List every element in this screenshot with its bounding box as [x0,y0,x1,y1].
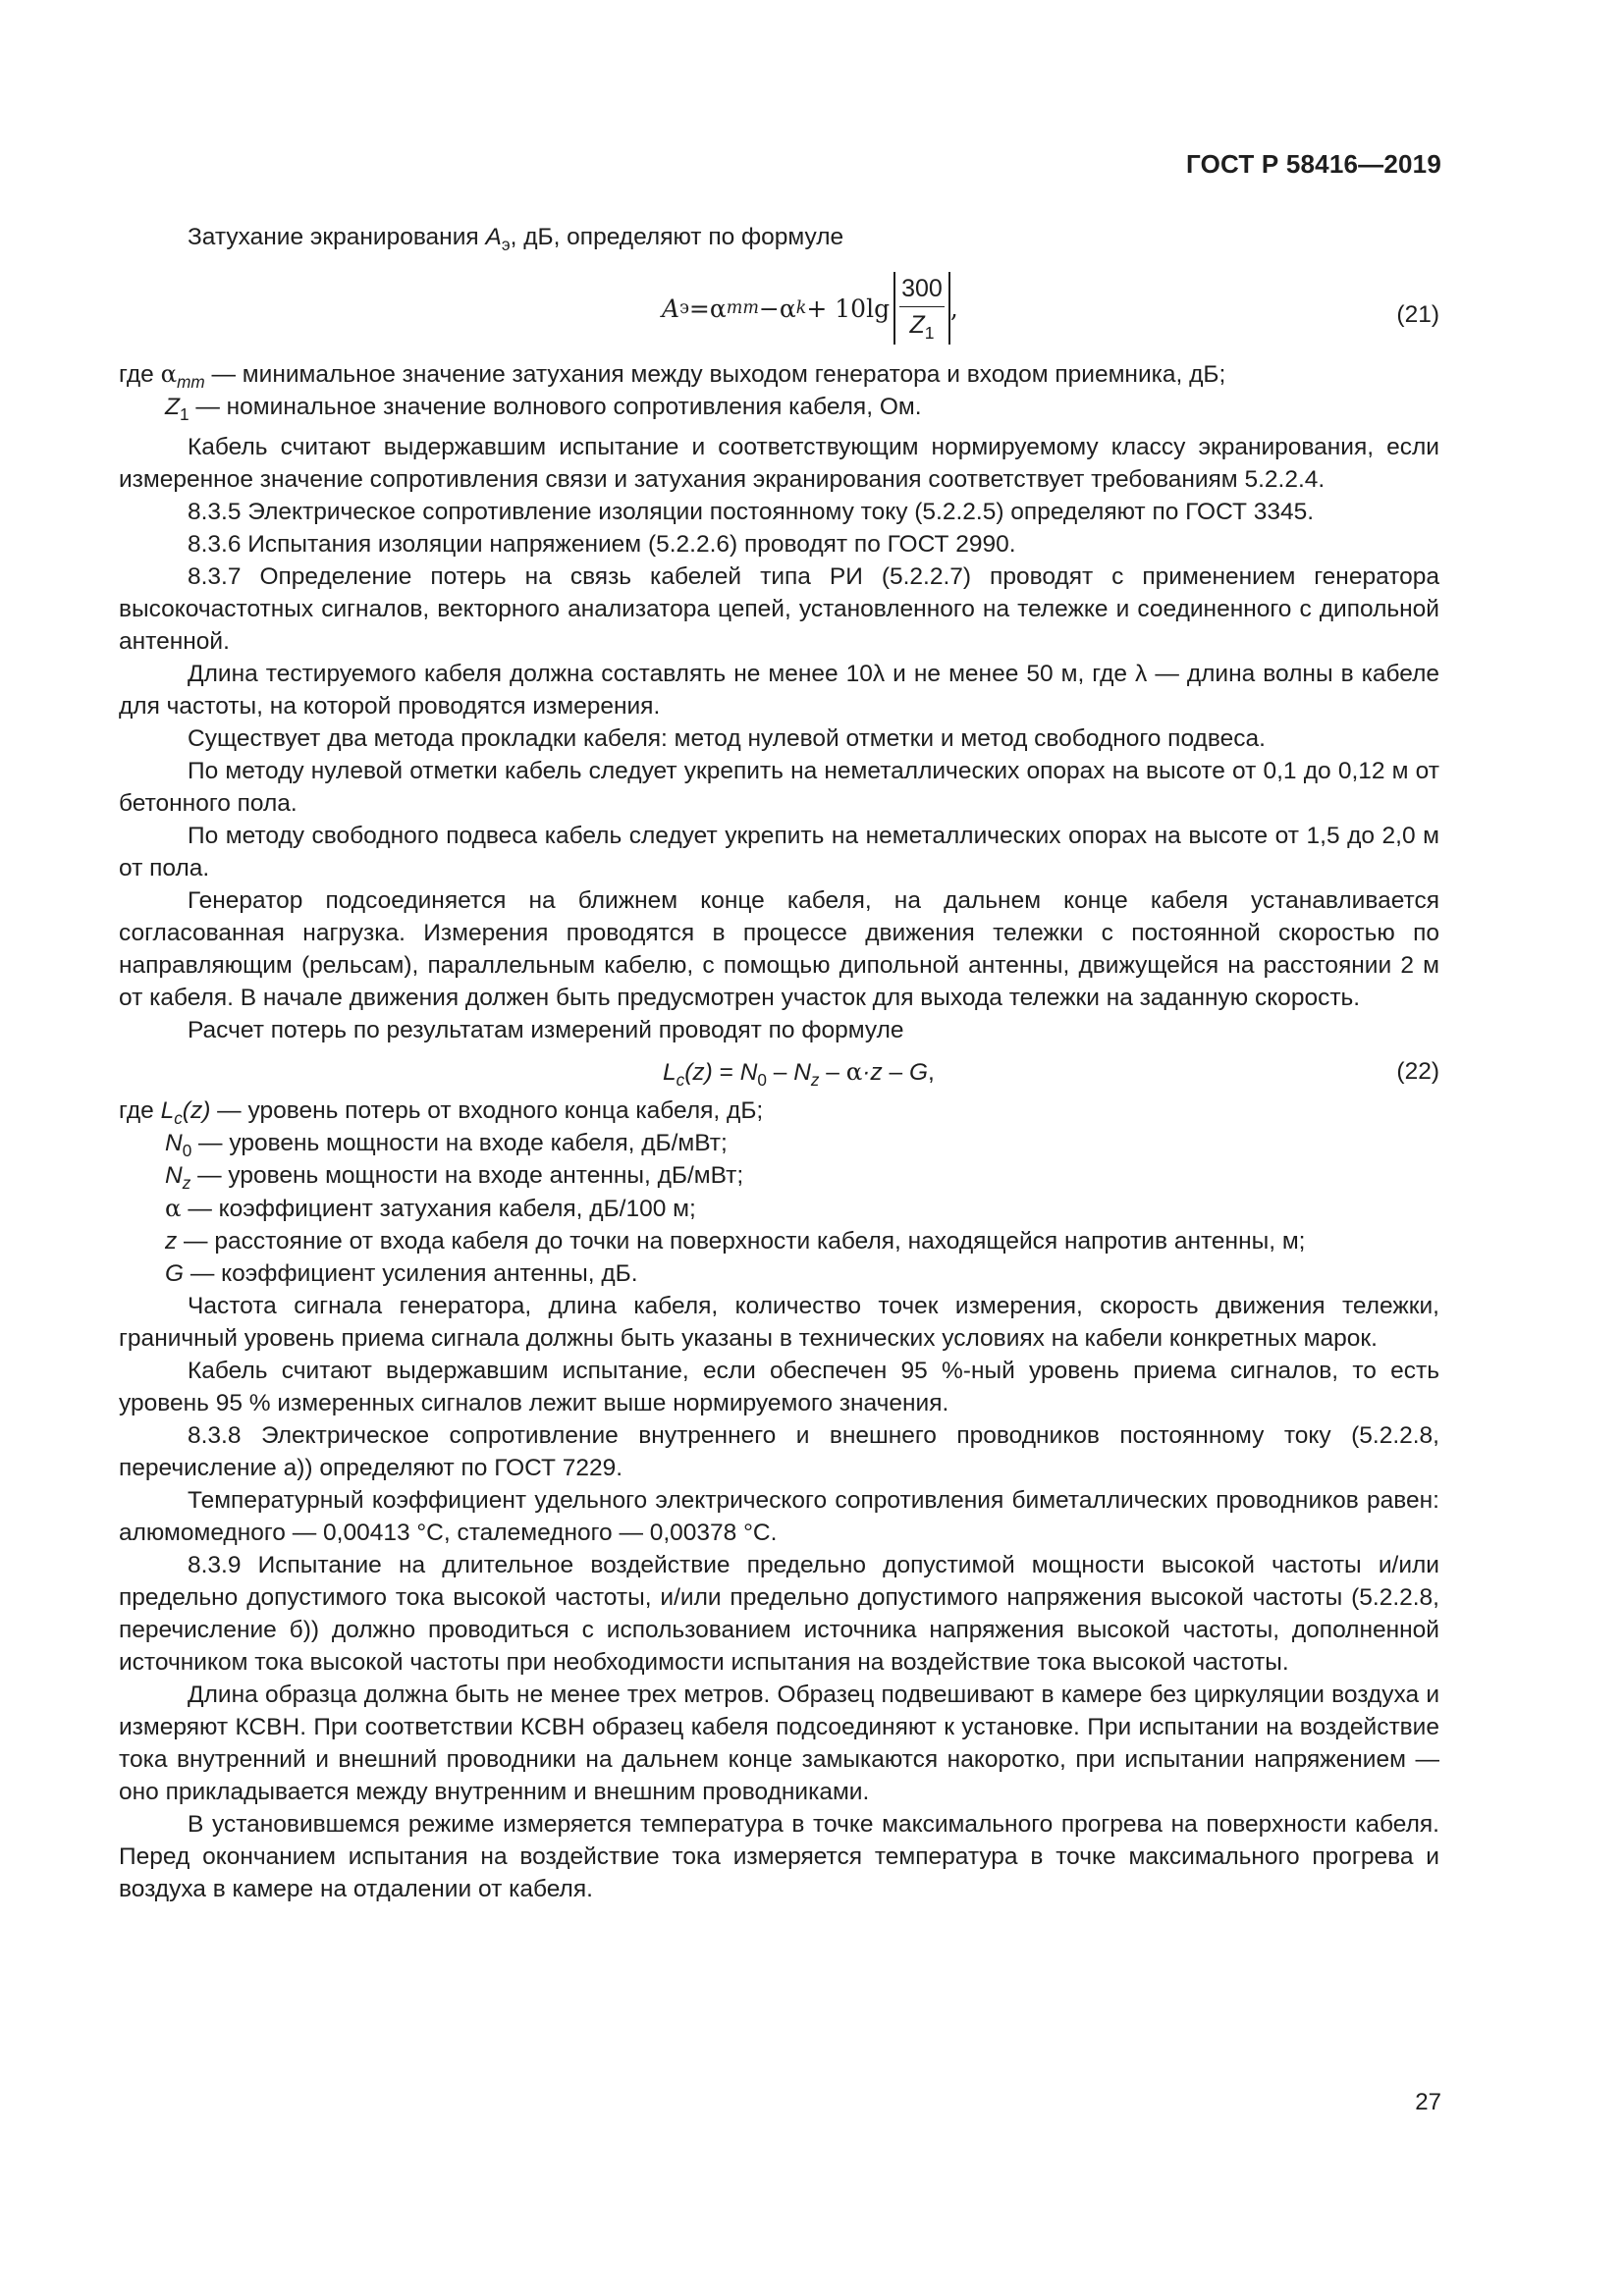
where-nz: $N_z$ — уровень мощности на входе антенны, дБ/мВт; [165,1162,744,1193]
paragraph: Кабель считают выдержавшим испытание, если обеспечен 95 %-ный уровень приема сигналов, то есть уровень 95 % измеренных сигналов лежит выше нормируемого значения. [119,1358,1439,1416]
equation-number-22: (22) [1396,1058,1439,1085]
paragraph: 8.3.8 Электрическое сопротивление внутреннего и внешнего проводников постоянному току (5.2.2.8, перечисление а)) определяют по ГОСТ 7229. [119,1422,1439,1481]
where-alpha-mm: где $\alpha_{mm}$ — минимальное значение затухания между выходом генератора и входом приемника, дБ; [119,359,1226,392]
paragraph: Расчет потерь по результатам измерений проводят по формуле [188,1017,904,1043]
paragraph: Существует два метода прокладки кабеля: метод нулевой отметки и метод свободного подвеса. [188,725,1266,752]
page-body [119,221,1439,1905]
where-lc: где $L_c(z)$ — уровень потерь от входного конца кабеля, дБ; [119,1097,764,1128]
absolute-value-bars [893,272,950,345]
paragraph: В установившемся режиме измеряется температура в точке максимального прогрева на поверхности кабеля. Перед окончанием испытания на воздействие тока измеряется температура в точке максимального прогрева и воздуха в камере на отдалении от кабеля. [119,1811,1439,1902]
formula-21-expression: A э = α mm − α k + 10lg $\frac{300}{Z_1}$ , [662,269,958,347]
formula-22 [119,1053,1439,1091]
paragraph: По методу свободного подвеса кабель следует укрепить на неметаллических опорах на высоте от 1,5 до 2,0 м от пола. [119,823,1439,881]
paragraph: Длина образца должна быть не менее трех метров. Образец подвешивают в камере без циркуляции воздуха и измеряют КСВН. При соответствии КСВН образец кабеля подсоединяют к установке. При испытании на воздействие тока внутренний и внешний проводники на дальнем конце замыкаются накоротко, при испытании напряжением — оно прикладывается между внутренним и внешним проводниками. [119,1682,1439,1805]
paragraph: 8.3.6 Испытания изоляции напряжением (5.2.2.6) проводят по ГОСТ 2990. [188,531,1016,558]
where-n0: $N_0$ — уровень мощности на входе кабеля, дБ/мВт; [165,1130,728,1160]
paragraph: 8.3.5 Электрическое сопротивление изоляции постоянному току (5.2.2.5) определяют по ГОСТ 3345. [188,499,1315,525]
document-code: ГОСТ Р 58416—2019 [1186,149,1441,179]
where-z1: $Z_1$ — номинальное значение волнового сопротивления кабеля, Ом. [165,394,922,424]
page-number: 27 [1415,2089,1441,2115]
where-g: G — коэффициент усиления антенны, дБ. [165,1260,638,1287]
paragraph: Длина тестируемого кабеля должна составлять не менее 10λ и не менее 50 м, где λ — длина волны в кабеле для частоты, на которой проводятся измерения. [119,661,1439,720]
paragraph: Кабель считают выдержавшим испытание и соответствующим нормируемому классу экранирования, если измеренное значение сопротивления связи и затухания экранирования соответствует требованиям 5.2.2.4. [119,434,1439,493]
where-z: z — расстояние от входа кабеля до точки на поверхности кабеля, находящейся напротив антенны, м; [165,1228,1306,1255]
paragraph: Частота сигнала генератора, длина кабеля, количество точек измерения, скорость движения тележки, граничный уровень приема сигнала должны быть указаны в технических условиях на кабели конкретных марок. [119,1293,1439,1352]
fraction: $\frac{300}{Z_1}$ [899,272,945,343]
equation-number-21: (21) [1396,301,1439,328]
paragraph: По методу нулевой отметки кабель следует укрепить на неметаллических опорах на высоте от 0,1 до 0,12 м от бетонного пола. [119,758,1439,817]
formula-intro: Затухание экранирования $A_э$, дБ, определяют по формуле [188,224,844,254]
paragraph: 8.3.7 Определение потерь на связь кабелей типа РИ (5.2.2.7) проводят с применением генератора высокочастотных сигналов, векторного анализатора цепей, установленного на тележке и соединенного с дипольной антенной. [119,563,1439,655]
formula-21 [119,263,1439,355]
paragraph: Температурный коэффициент удельного электрического сопротивления биметаллических проводников равен: алюмомедного — 0,00413 °С, сталемедного — 0,00378 °С. [119,1487,1439,1546]
formula-22-expression: $L_c(z) = N_0 - N_z - \alpha\cdot z - G$, [663,1057,935,1090]
where-alpha: α — коэффициент затухания кабеля, дБ/100 м; [165,1194,696,1222]
paragraph: 8.3.9 Испытание на длительное воздействие предельно допустимой мощности высокой частоты и/или предельно допустимого тока высокой частоты, и/или предельно допустимого напряжения высокой частоты (5.2.2.8, перечисление б)) должно проводиться с использованием источника напряжения высокой частоты, дополненной источником тока высокой частоты при необходимости испытания на воздействие тока высокой частоты. [119,1552,1439,1676]
paragraph: Генератор подсоединяется на ближнем конце кабеля, на дальнем конце кабеля устанавливается согласованная нагрузка. Измерения проводятся в процессе движения тележки с постоянной скоростью по направляющим (рельсам), параллельным кабелю, с помощью дипольной антенны, движущейся на расстоянии 2 м от кабеля. В начале движения должен быть предусмотрен участок для выхода тележки на заданную скорость. [119,887,1439,1011]
